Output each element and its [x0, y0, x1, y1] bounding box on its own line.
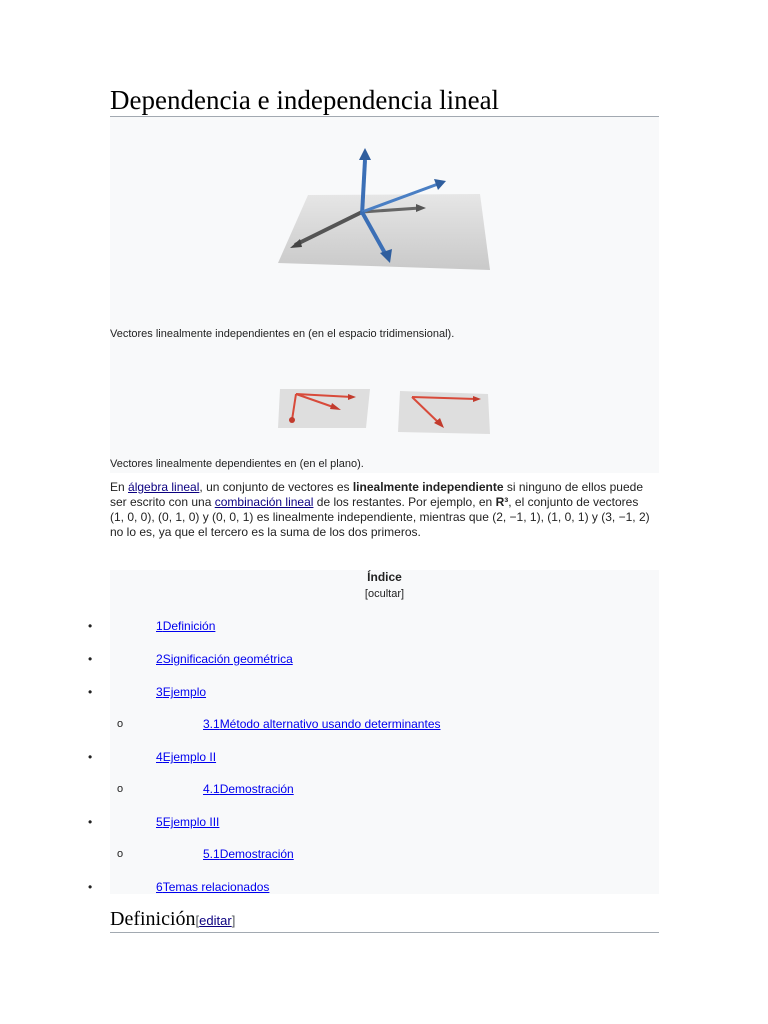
toc-hide-toggle[interactable]: ocultar	[367, 588, 402, 600]
intro-text: de los restantes. Por ejemplo, en	[313, 495, 496, 509]
bullet-icon: •	[88, 750, 93, 764]
edit-bracket: [	[195, 913, 200, 928]
intro-text: , un conjunto de vectores es	[199, 480, 353, 494]
toc-item-label: Definición	[162, 619, 216, 633]
toc-bracket: ]	[401, 588, 405, 600]
bullet-icon: •	[88, 880, 93, 894]
toc-item-demostracion-4-1[interactable]	[203, 782, 294, 796]
toc-item-number: 5.1	[203, 847, 220, 861]
toc-item-label: Ejemplo II	[162, 750, 217, 764]
toc-item-ejemplo-iii[interactable]	[156, 815, 219, 829]
toc-item-label: Temas relacionados	[162, 880, 270, 894]
independent-vectors-3d-figure	[270, 140, 500, 275]
toc-item-number: 2	[156, 652, 163, 666]
toc-item-label: Demostración	[219, 847, 294, 861]
toc-item-number: 3	[156, 685, 163, 699]
intro-text: si ninguno de ellos puede ser escrito con una	[110, 480, 643, 509]
intro-text: En	[110, 480, 129, 494]
toc-item-label: Método alternativo usando determinantes	[219, 717, 441, 731]
toc-item-metodo-alternativo[interactable]	[203, 717, 441, 731]
intro-bold-r3: R³	[495, 495, 509, 509]
toc-toggle	[110, 588, 659, 600]
toc-item-number: 4	[156, 750, 163, 764]
bullet-icon: •	[88, 652, 93, 666]
toc-item-label: Ejemplo	[162, 685, 207, 699]
circle-bullet-icon: o	[117, 718, 124, 730]
edit-bracket: ]	[231, 913, 236, 928]
bullet-icon: •	[88, 685, 93, 699]
toc-item-demostracion-5-1[interactable]	[203, 847, 294, 861]
dependent-vectors-2d-figure	[276, 386, 494, 438]
circle-bullet-icon: o	[117, 783, 124, 795]
intro-paragraph	[110, 480, 655, 540]
algebra-lineal-link[interactable]: álgebra lineal	[128, 480, 200, 494]
toc-item-number: 6	[156, 880, 163, 894]
intro-text: , el conjunto de vectores (1, 0, 0), (0, 1, 0) y (0, 0, 1) es linealmente independiente, mientras que (2, −1, 1), (1, 0, 1) y (3, −1, 2) no lo es, ya que el tercero es la suma de los dos primeros.	[110, 495, 650, 539]
bullet-icon: •	[88, 815, 93, 829]
toc-item-number: 4.1	[203, 782, 220, 796]
toc-item-number: 5	[156, 815, 163, 829]
toc-item-label: Demostración	[219, 782, 294, 796]
toc-item-temas-relacionados[interactable]	[156, 880, 269, 894]
combinacion-lineal-link[interactable]: combinación lineal	[214, 495, 314, 509]
page-title: Dependencia e independencia lineal	[110, 84, 659, 117]
toc-item-ejemplo[interactable]	[156, 685, 206, 699]
intro-bold-term: linealmente independiente	[352, 480, 504, 494]
toc-item-ejemplo-ii[interactable]	[156, 750, 216, 764]
bullet-icon: •	[88, 619, 93, 633]
toc-item-label: Significación geométrica	[162, 652, 293, 666]
figure-caption-1: Vectores linealmente independientes en (en el espacio tridimensional).	[110, 328, 455, 340]
toc-bracket: [	[364, 588, 368, 600]
section-heading-text: Definición	[110, 908, 196, 930]
figure-caption-2: Vectores linealmente dependientes en (en el plano).	[110, 458, 364, 470]
toc-item-label: Ejemplo III	[162, 815, 220, 829]
toc-item-number: 1	[156, 619, 163, 633]
toc-item-definicion[interactable]	[156, 619, 215, 633]
toc-title: Índice	[367, 570, 402, 584]
circle-bullet-icon: o	[117, 848, 124, 860]
toc-item-number: 3.1	[203, 717, 220, 731]
section-heading-definicion	[110, 906, 659, 933]
toc-item-significacion-geometrica[interactable]	[156, 652, 293, 666]
edit-section-link[interactable]: editar	[199, 913, 232, 928]
